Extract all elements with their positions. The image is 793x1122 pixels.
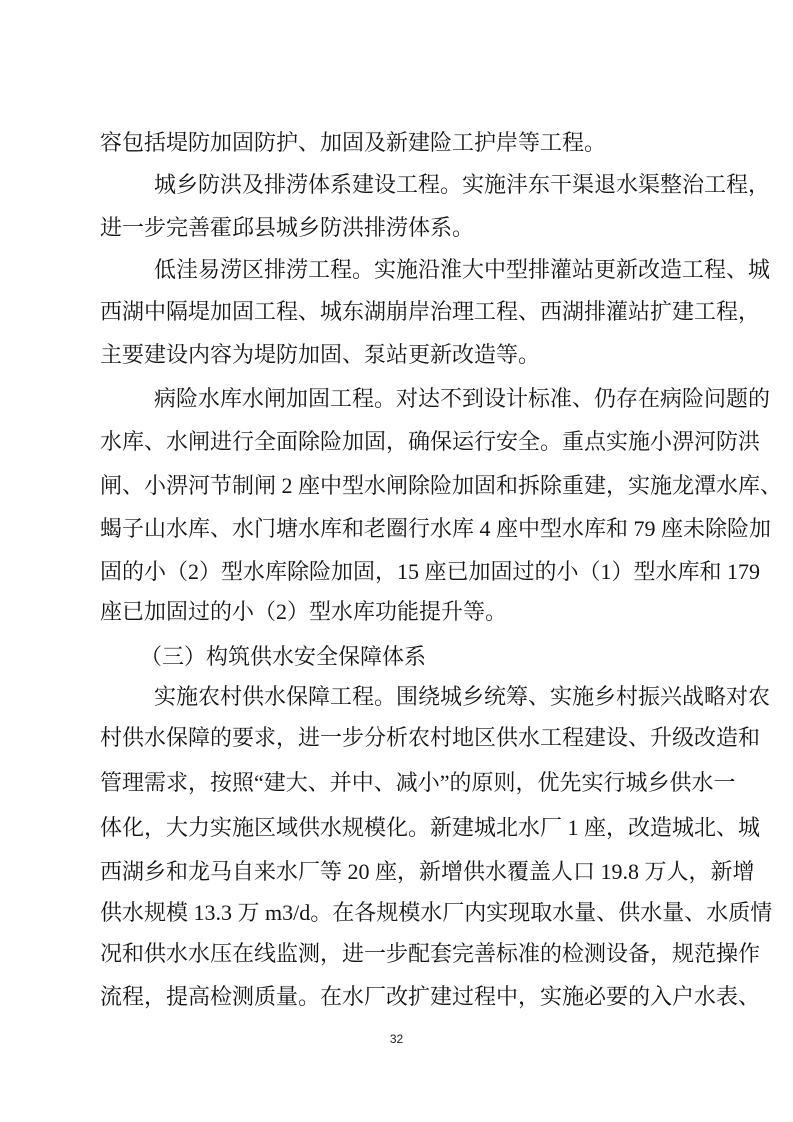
paragraph-line: 容包括堤防加固防护、加固及新建险工护岸等工程。	[100, 130, 607, 155]
paragraph-line: 座已加固过的小（2）型水库功能提升等。	[100, 599, 508, 624]
paragraph-line: 闸、小淠河节制闸 2 座中型水闸除险加固和拆除重建，实施龙潭水库、	[100, 473, 783, 498]
paragraph-line: 况和供水水压在线监测，进一步配套完善标准的检测设备，规范操作	[100, 941, 761, 966]
paragraph-line: 实施农村供水保障工程。围绕城乡统筹、实施乡村振兴战略对农	[154, 684, 771, 709]
paragraph-line: 体化，大力实施区域供水规模化。新建城北水厂 1 座，改造城北、城	[100, 815, 761, 840]
section-heading: （三）构筑供水安全保障体系	[140, 644, 427, 669]
paragraph-line: 供水规模 13.3 万 m3/d。在各规模水厂内实现取水量、供水量、水质情	[100, 900, 773, 925]
paragraph-line: 进一步完善霍邱县城乡防洪排涝体系。	[100, 215, 475, 240]
paragraph-line: 水库、水闸进行全面除险加固，确保运行安全。重点实施小淠河防洪	[100, 429, 761, 454]
paragraph-line: 蝎子山水库、水门塘水库和老圈行水库 4 座中型水库和 79 座未除险加	[100, 516, 772, 541]
paragraph-line: 主要建设内容为堤防加固、泵站更新改造等。	[100, 342, 541, 367]
paragraph-line: 城乡防洪及排涝体系建设工程。实施沣东干渠退水渠整治工程，	[154, 172, 771, 197]
paragraph-line: 病险水库水闸加固工程。对达不到设计标准、仍存在病险问题的	[154, 386, 771, 411]
page-number: 32	[389, 1032, 404, 1046]
paragraph-line: 流程，提高检测质量。在水厂改扩建过程中，实施必要的入户水表、	[100, 984, 761, 1009]
paragraph-line: 低洼易涝区排涝工程。实施沿淮大中型排灌站更新改造工程、城	[154, 257, 771, 282]
paragraph-line: 西湖中隔堤加固工程、城东湖崩岸治理工程、西湖排灌站扩建工程，	[100, 299, 761, 324]
paragraph-line: 管理需求，按照“建大、并中、减小”的原则，优先实行城乡供水一	[100, 770, 736, 795]
paragraph-line: 固的小（2）型水库除险加固，15 座已加固过的小（1）型水库和 179	[100, 559, 761, 584]
paragraph-line: 村供水保障的要求，进一步分析农村地区供水工程建设、升级改造和	[100, 725, 761, 750]
paragraph-line: 西湖乡和龙马自来水厂等 20 座，新增供水覆盖人口 19.8 万人，新增	[100, 859, 755, 884]
